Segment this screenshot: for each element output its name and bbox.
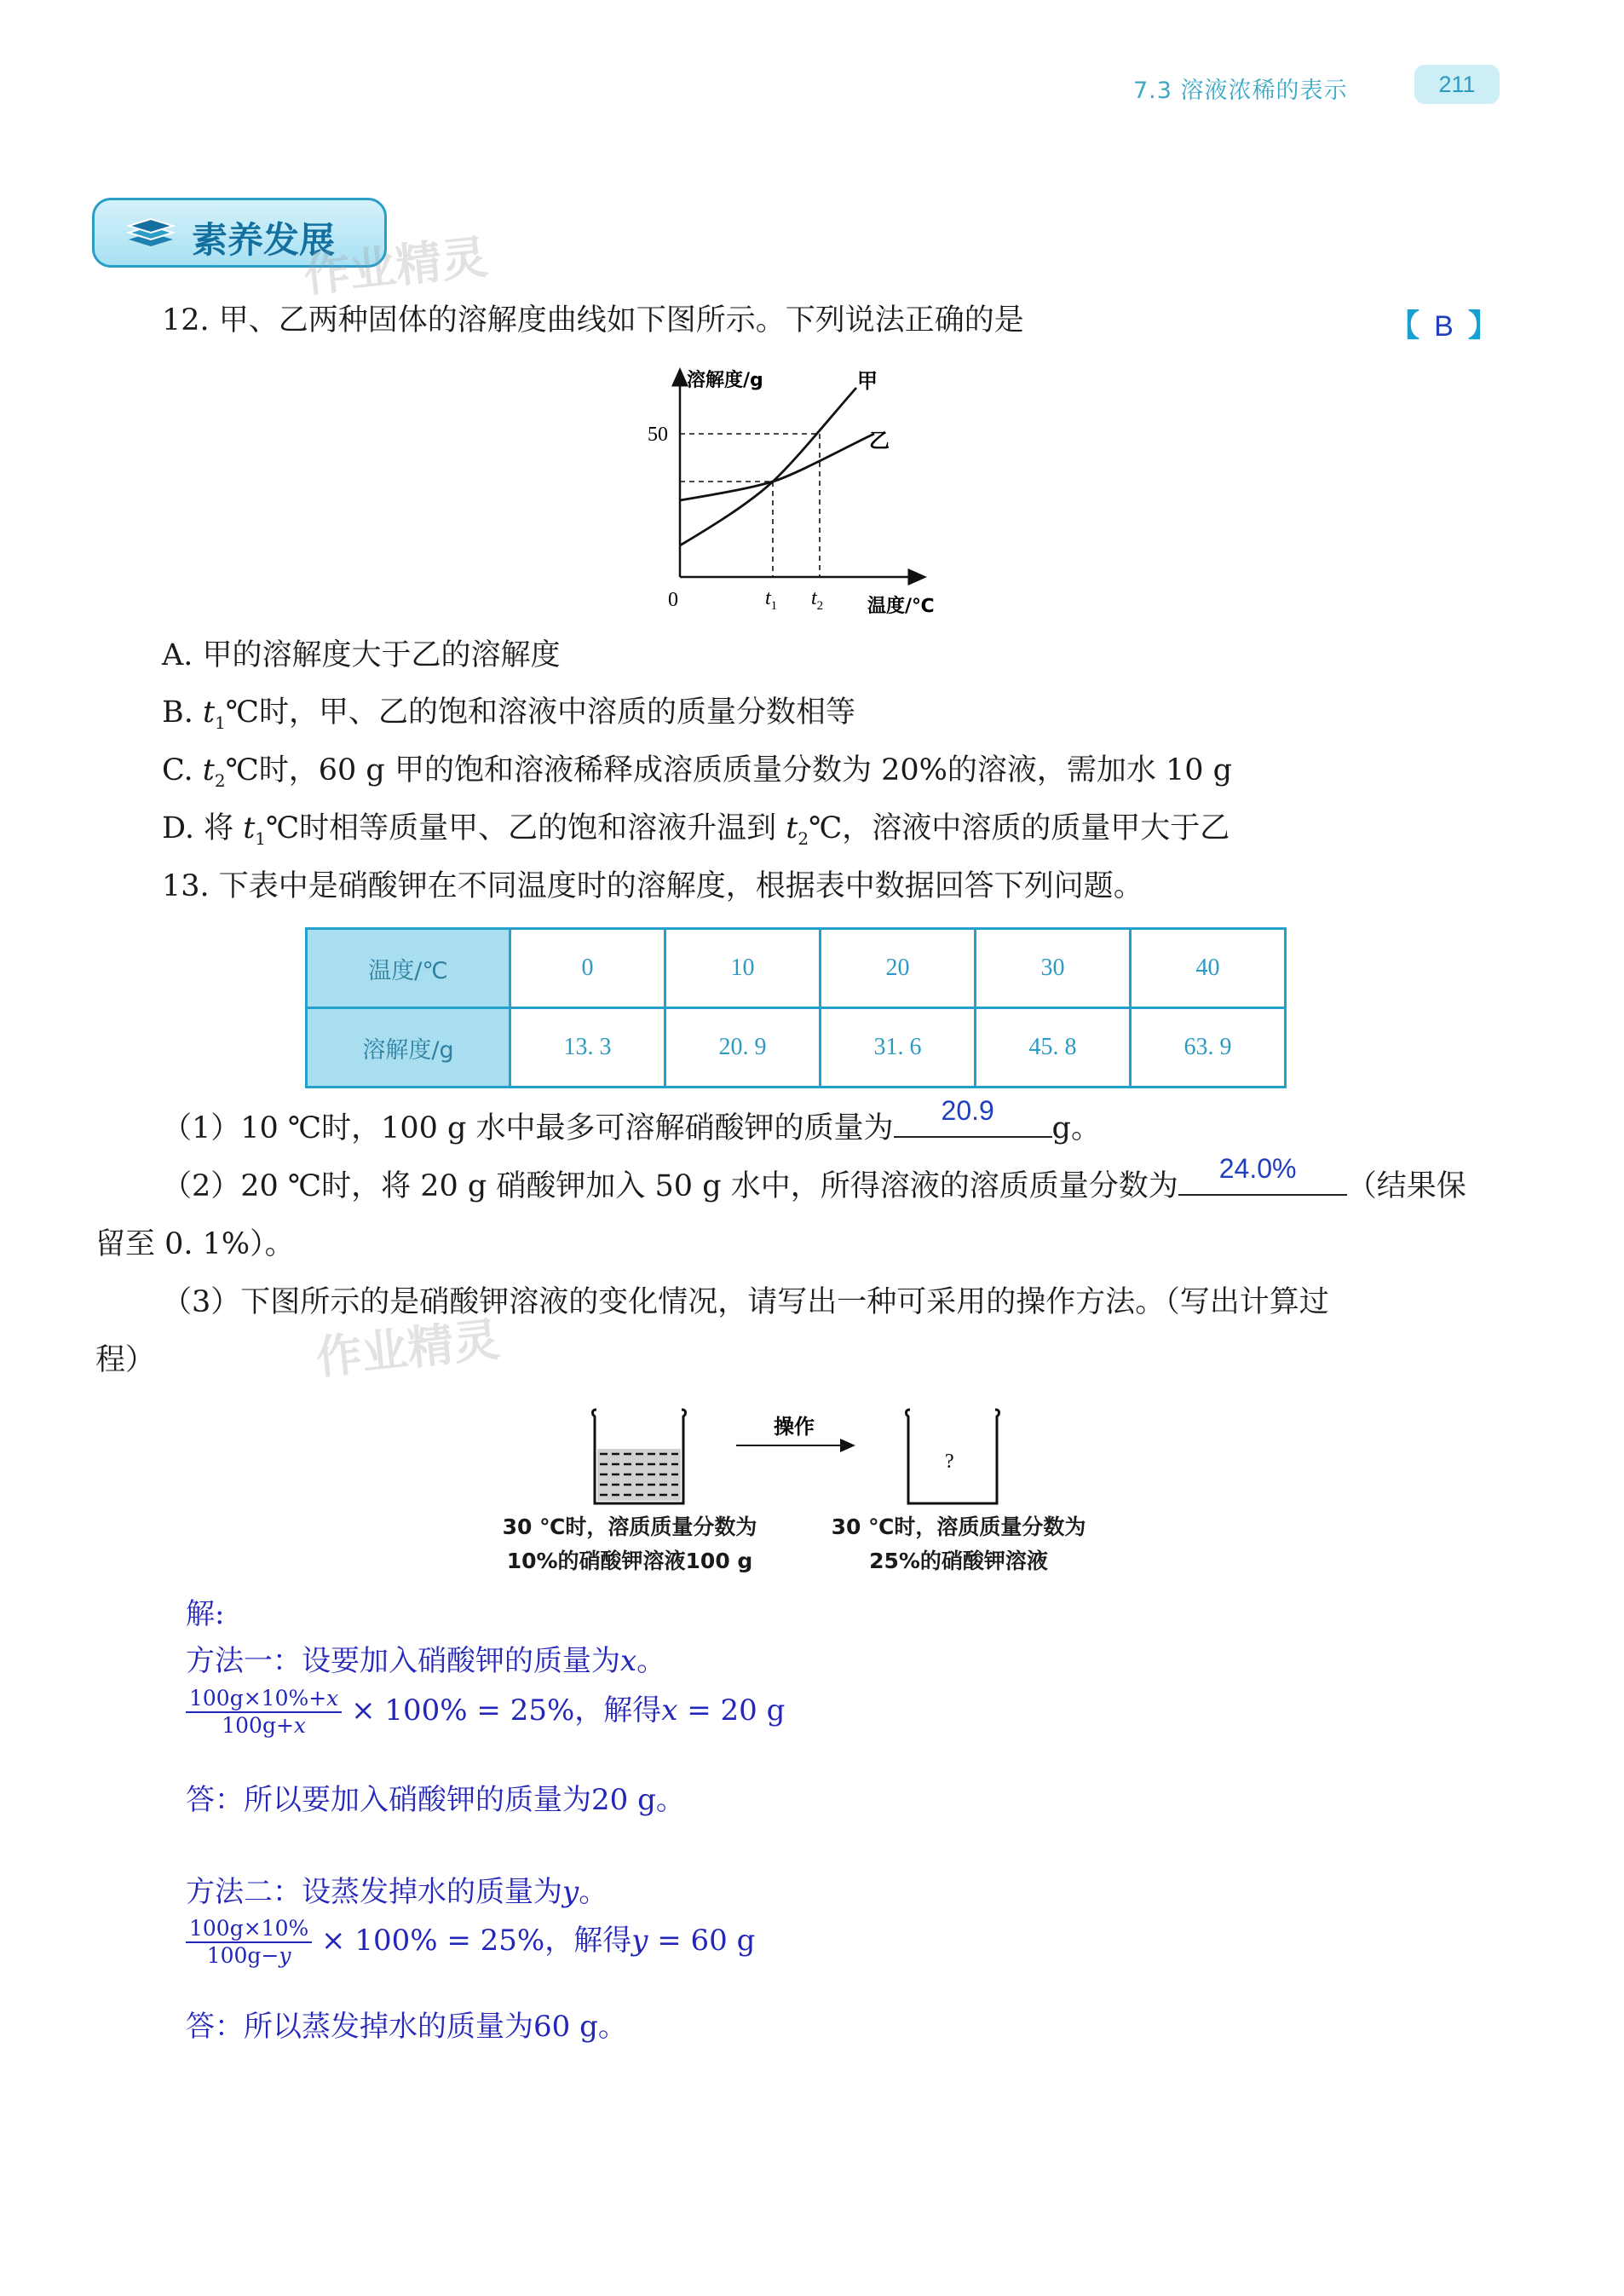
section-tag-label: 素养发展 <box>192 219 336 261</box>
table-cell: 45. 8 <box>976 1008 1131 1087</box>
watermark: 作业精灵 <box>301 229 491 303</box>
y-axis-label: 溶解度/g <box>687 370 763 391</box>
method1-intro: 方法一：设要加入硝酸钾的质量为𝑥。 <box>186 1644 666 1678</box>
watermark: 作业精灵 <box>313 1312 503 1386</box>
method2-answer: 答：所以蒸发掉水的质量为60 g。 <box>186 2010 627 2044</box>
fraction: $\frac{\text{100g×10\%+𝑥}}{\text{100g+𝑥}}$ <box>186 1686 342 1739</box>
method1-answer: 答：所以要加入硝酸钾的质量为20 g。 <box>186 1783 685 1817</box>
q12-option-b: B. $t_1℃$时，甲、乙的饱和溶液中溶质的质量分数相等 <box>162 695 855 733</box>
table-cell: 20. 9 <box>665 1008 821 1087</box>
table-cell: 30 <box>976 929 1131 1008</box>
table-cell: 31. 6 <box>821 1008 976 1087</box>
fraction: $\frac{100g\times 10\%}{\text{100g−𝑦}}$ <box>186 1916 312 1969</box>
table-cell: 0 <box>510 929 665 1008</box>
q13-part2-cont: 留至 0. 1%）。 <box>95 1227 295 1261</box>
table-header-temp: 温度/℃ <box>307 929 510 1008</box>
curve-jia <box>680 388 856 545</box>
beaker-left <box>593 1410 686 1503</box>
operation-label: 操作 <box>774 1415 815 1439</box>
t1-label: $t_1$ <box>765 587 778 613</box>
origin-label: 0 <box>668 589 678 611</box>
left-caption: 30 ℃时，溶质质量分数为 10%的硝酸钾溶液100 g <box>502 1514 757 1573</box>
q12-answer: B <box>1434 310 1454 343</box>
page-number: 211 <box>1414 65 1500 104</box>
bracket-left: 【 <box>1389 309 1420 343</box>
solubility-table <box>305 927 1287 1088</box>
curve-yi-label: 乙 <box>869 429 890 453</box>
answer-blank[interactable]: 24.0% <box>1178 1168 1347 1196</box>
table-cell: 63. 9 <box>1131 1008 1286 1087</box>
unknown-mark: ? <box>945 1451 954 1473</box>
answer-blank[interactable]: 20.9 <box>894 1111 1052 1138</box>
method2-equation: $\frac{100g\times 10\%}{\text{100g−𝑦}}$ × 100% = 25%，解得𝑦 = 60 g <box>186 1916 755 1969</box>
table-cell: 40 <box>1131 929 1286 1008</box>
chapter-header: 7.3 溶液浓稀的表示 <box>1133 78 1348 104</box>
book-stack-icon <box>125 216 176 253</box>
method1-equation: $\frac{\text{100g×10\%+𝑥}}{\text{100g+𝑥}}$ × 100% = 25%，解得𝑥 = 20 g <box>186 1686 785 1739</box>
q12-answer-box <box>1389 302 1499 345</box>
q13-part3: （3）下图所示的是硝酸钾溶液的变化情况，请写出一种可采用的操作方法。（写出计算过 <box>162 1285 1329 1319</box>
q12-option-a: A. 甲的溶解度大于乙的溶解度 <box>162 638 561 672</box>
solubility-graph <box>631 362 963 618</box>
table-cell: 10 <box>665 929 821 1008</box>
curve-yi <box>680 434 874 500</box>
q13-part2: （2）20 ℃时，将 20 g 硝酸钾加入 50 g 水中，所得溶液的溶质质量分数为 24.0% （结果保 <box>162 1153 1466 1203</box>
bracket-right: 】 <box>1467 309 1499 343</box>
solution-title: 解: <box>186 1597 225 1631</box>
table-cell: 20 <box>821 929 976 1008</box>
beaker-diagram <box>588 1398 1022 1517</box>
q13-stem: 13. 下表中是硝酸钾在不同温度时的溶解度，根据表中数据回答下列问题。 <box>162 869 1143 903</box>
x-axis-label: 温度/℃ <box>867 596 935 617</box>
table-row <box>307 929 1286 1008</box>
table-row <box>307 1008 1286 1087</box>
q13-part1: （1）10 ℃时，100 g 水中最多可溶解硝酸钾的质量为 20.9 g。 <box>162 1095 1101 1145</box>
t2-label: $t_2$ <box>811 587 824 613</box>
q12-option-d: D. 将 $t_1℃$时相等质量甲、乙的饱和溶液升温到 $t_2℃$，溶液中溶质的质量甲大于乙 <box>162 811 1230 849</box>
beaker-right <box>907 1410 999 1503</box>
table-cell: 13. 3 <box>510 1008 665 1087</box>
q12-option-c: C. $t_2℃$时，60 g 甲的饱和溶液稀释成溶质质量分数为 20%的溶液，需加水 10 g <box>162 753 1233 791</box>
table-header-solubility: 溶解度/g <box>307 1008 510 1087</box>
curve-jia-label: 甲 <box>857 369 878 393</box>
q13-part3-cont: 程） <box>95 1343 156 1377</box>
method2-intro: 方法二：设蒸发掉水的质量为𝑦。 <box>186 1875 608 1909</box>
right-caption: 30 ℃时，溶质质量分数为 25%的硝酸钾溶液 <box>831 1514 1086 1573</box>
q12-stem: 12. 甲、乙两种固体的溶解度曲线如下图所示。下列说法正确的是 <box>162 303 1024 337</box>
y-tick-50: 50 <box>648 424 668 446</box>
